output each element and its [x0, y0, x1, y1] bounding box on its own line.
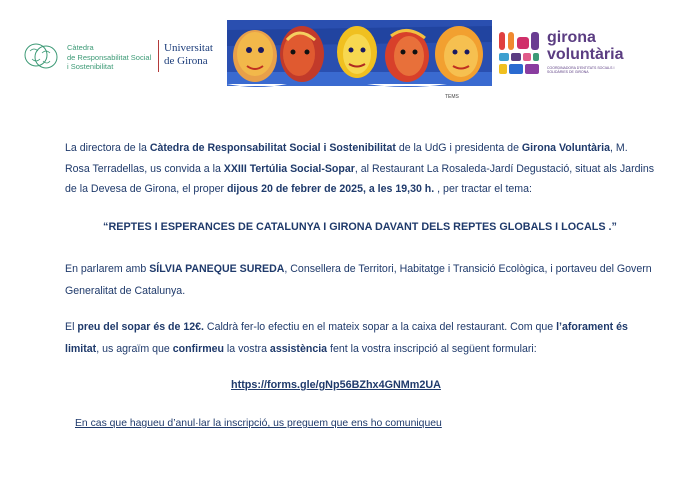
udg-line-2: de Girona — [164, 55, 208, 67]
p2-text-c: , Consellera de Territori, Habitatge i Transició Ecològica, i portaveu del Govern Generalitat de Catalunya. — [65, 263, 652, 297]
price-bold: preu del sopar és de 12€. — [77, 321, 204, 333]
topic-title: “REPTES I ESPERANCES DE CATALUNYA I GIRONA DAVANT DELS REPTES GLOBALS I LOCALS .” — [103, 221, 617, 233]
p3-text-e: , us agraïm que — [96, 343, 173, 355]
p1-text-e: , M. Rosa Terradellas, us convida a la — [65, 142, 628, 175]
catedra-logo — [22, 37, 152, 77]
girona-line-1: girona — [547, 29, 596, 46]
catedra-faces-icon — [22, 37, 62, 77]
price-paragraph — [65, 316, 655, 360]
p3-text-a: El — [65, 321, 78, 333]
catedra-line-1: Càtedra — [67, 43, 94, 52]
girona-voluntaria-mark-icon — [497, 29, 543, 77]
p3-text-g: la vostra — [223, 343, 270, 355]
event-date-bold: dijous 20 de febrer de 2025, a les 19,30 h. — [226, 183, 438, 195]
attendance-bold: assistència — [269, 343, 328, 355]
capacity-bold: l’aforament és limitat — [65, 321, 628, 355]
girona-voluntaria-logo — [497, 29, 647, 83]
confirm-bold: confirmeu — [172, 343, 224, 355]
girona-voluntaria-tagline: COORDINADORA D'ENTITATS SOCIALS I SOLIDÀRIES DE GIRONA — [547, 66, 615, 74]
girona-line-2: voluntària — [547, 46, 624, 63]
catedra-line-2: de Responsabilitat Social — [67, 52, 152, 62]
invitation-body — [65, 138, 655, 429]
cancellation-note: En cas que hagueu d’anul·lar la inscripció, us preguem que ens ho comuniqueu — [75, 418, 442, 429]
p1-text-i: , per tractar el tema: — [437, 183, 532, 195]
registration-form-link[interactable]: https://forms.gle/gNp56BZhx4GNMm2UA — [231, 379, 441, 391]
invitation-paragraph — [65, 138, 655, 200]
catedra-line-3: i Sostenibilitat — [67, 62, 114, 71]
speaker-paragraph — [65, 258, 655, 302]
p3-text-c: Caldrà fer-lo efectiu en el mateix sopar a la caixa del restaurant. Com que — [203, 321, 557, 333]
udg-line-1: Universitat — [164, 42, 213, 54]
header-logos — [0, 0, 691, 110]
p1-text-c: de la UdG i presidenta de — [395, 142, 522, 154]
udg-name — [164, 42, 213, 68]
faces-painting-image — [227, 20, 492, 100]
p2-text-a: En parlarem amb — [65, 263, 150, 275]
p1-text-a: La directora de la — [65, 142, 150, 154]
girona-voluntaria-bold: Girona Voluntària — [521, 142, 611, 154]
catedra-name-bold: Càtedra de Responsabilitat Social i Sostenibilitat — [149, 142, 396, 154]
p3-text-i: fent la vostra inscripció al següent formulari: — [327, 343, 537, 355]
p1-text-g: , al Restaurant La Rosaleda-Jardí Degustació, situat als Jardins de la Devesa de Girona, el proper — [65, 162, 655, 195]
speaker-name-bold: SÍLVIA PANEQUE SUREDA — [149, 263, 285, 275]
udg-divider — [158, 40, 159, 72]
udg-logo — [158, 40, 223, 72]
girona-voluntaria-name — [547, 29, 623, 63]
painting-signature: TEMS — [445, 94, 459, 100]
catedra-name — [67, 43, 151, 72]
event-name-bold: XXIII Tertúlia Social-Sopar — [223, 162, 355, 175]
